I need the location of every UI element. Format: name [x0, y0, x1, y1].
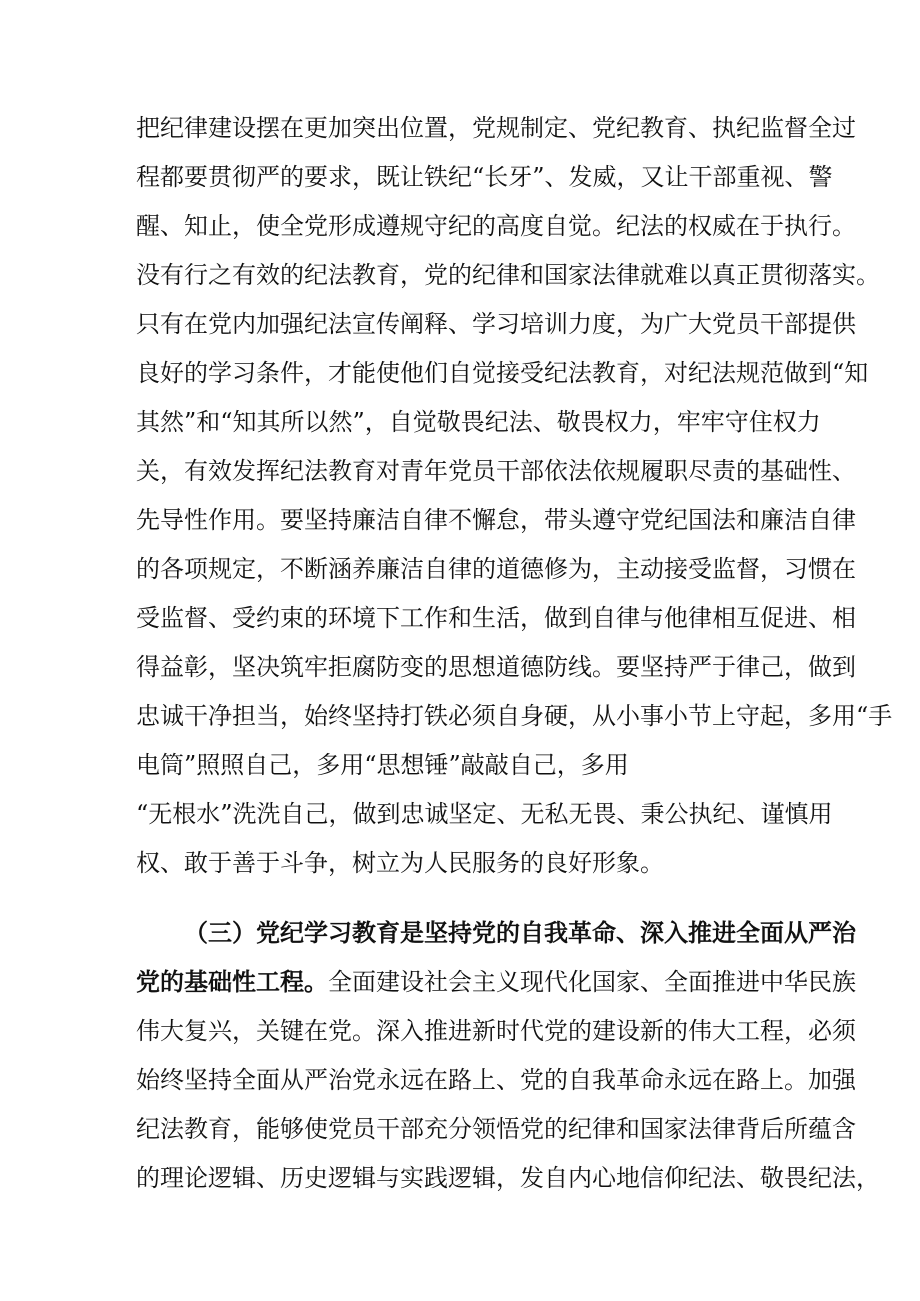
body-text-line: 的各项规定，不断涵养廉洁自律的道德修为，主动接受监督，习惯在 [136, 555, 856, 583]
section-heading-continuation [136, 967, 856, 997]
body-text-line: 程都要贯彻严的要求，既让铁纪“长牙”、发威，又让干部重视、警 [136, 163, 833, 191]
body-text-line: 关，有效发挥纪法教育对青年党员干部依法依规履职尽责的基础性、 [136, 457, 856, 485]
body-text-line: 良好的学习条件，才能使他们自觉接受纪法教育，对纪法规范做到“知 [136, 359, 869, 387]
body-text-line: 权、敢于善于斗争，树立为人民服务的良好形象。 [136, 849, 664, 877]
body-text-line: 先导性作用。要坚持廉洁自律不懈怠，带头遵守党纪国法和廉洁自律 [136, 506, 856, 534]
body-text-line: 忠诚干净担当，始终坚持打铁必须自身硬，从小事小节上守起，多用“手 [136, 702, 893, 730]
body-text-line: 的理论逻辑、历史逻辑与实践逻辑，发自内心地信仰纪法、敬畏纪法， [136, 1164, 880, 1192]
body-text-line: 伟大复兴，关键在党。深入推进新时代党的建设新的伟大工程，必须 [136, 1017, 856, 1045]
body-text-line: 把纪律建设摆在更加突出位置，党规制定、党纪教育、执纪监督全过 [136, 114, 856, 142]
body-text-line: 电筒”照照自己，多用“思想锤”敲敲自己，多用 [136, 751, 629, 779]
body-text-line: 没有行之有效的纪法教育，党的纪律和国家法律就难以真正贯彻落实。 [136, 261, 880, 289]
body-text-line: 始终坚持全面从严治党永远在路上、党的自我革命永远在路上。加强 [136, 1066, 856, 1094]
section-heading-line: （三）党纪学习教育是坚持党的自我革命、深入推进全面从严治 [184, 918, 856, 947]
body-text-line: 只有在党内加强纪法宣传阐释、学习培训力度，为广大党员干部提供 [136, 310, 856, 338]
body-text-line: 其然”和“知其所以然”，自觉敬畏纪法、敬畏权力，牢牢守住权力 [136, 408, 821, 436]
body-text-line: 醒、知止，使全党形成遵规守纪的高度自觉。纪法的权威在于执行。 [136, 212, 856, 240]
section-heading-tail: 党的基础性工程。 [136, 967, 328, 996]
body-text-line: 纪法教育，能够使党员干部充分领悟党的纪律和国家法律背后所蕴含 [136, 1115, 856, 1143]
body-text-line: 受监督、受约束的环境下工作和生活，做到自律与他律相互促进、相 [136, 604, 856, 632]
body-text-segment: 全面建设社会主义现代化国家、全面推进中华民族 [328, 968, 856, 996]
body-text-line: 得益彰，坚决筑牢拒腐防变的思想道德防线。要坚持严于律己，做到 [136, 653, 856, 681]
body-text-line: “无根水”洗洗自己，做到忠诚坚定、无私无畏、秉公执纪、谨慎用 [136, 800, 833, 828]
